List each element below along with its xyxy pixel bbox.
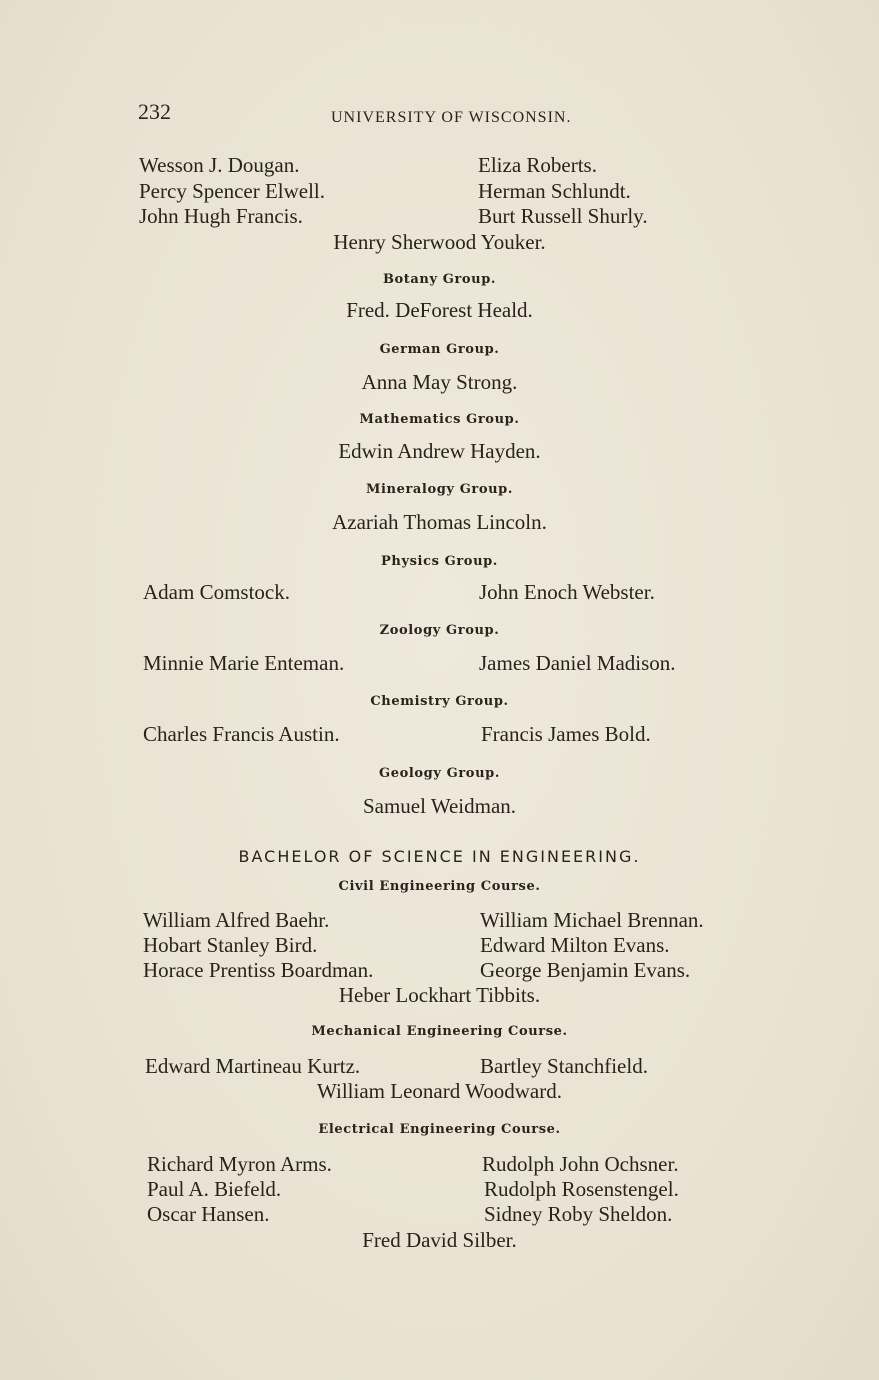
list-item: Herman Schlundt. — [478, 179, 631, 203]
group-heading-zoology: Zoology Group. — [379, 623, 500, 638]
list-item: William Alfred Baehr. — [143, 908, 330, 932]
list-item: Richard Myron Arms. — [147, 1152, 332, 1176]
group-heading-geology: Geology Group. — [379, 766, 500, 781]
section-title-engineering: BACHELOR OF SCIENCE IN ENGINEERING. — [238, 847, 641, 866]
list-item: John Hugh Francis. — [139, 204, 303, 228]
list-item: Wesson J. Dougan. — [139, 153, 300, 177]
list-item-centered: Fred David Silber. — [362, 1228, 517, 1252]
course-heading-electrical: Electrical Engineering Course. — [318, 1122, 561, 1137]
list-item: Percy Spencer Elwell. — [139, 179, 326, 203]
group-heading-mathematics: Mathematics Group. — [359, 412, 520, 427]
course-heading-mechanical: Mechanical Engineering Course. — [311, 1024, 568, 1039]
list-item: Bartley Stanchfield. — [480, 1054, 648, 1078]
list-item: John Enoch Webster. — [479, 580, 655, 604]
list-item: Hobart Stanley Bird. — [143, 933, 318, 957]
group-heading-botany: Botany Group. — [382, 272, 497, 287]
list-item: Charles Francis Austin. — [143, 722, 340, 746]
group-heading-chemistry: Chemistry Group. — [370, 694, 509, 709]
list-item: James Daniel Madison. — [479, 651, 676, 675]
list-item: Edward Martineau Kurtz. — [145, 1054, 361, 1078]
list-item: Minnie Marie Enteman. — [143, 651, 345, 675]
list-item-centered: Heber Lockhart Tibbits. — [338, 983, 541, 1007]
group-heading-german: German Group. — [379, 342, 500, 357]
list-item: Burt Russell Shurly. — [478, 204, 648, 228]
list-item: Edwin Andrew Hayden. — [338, 439, 541, 463]
list-item: Eliza Roberts. — [478, 153, 597, 177]
list-item: Sidney Roby Sheldon. — [484, 1202, 673, 1226]
course-heading-civil: Civil Engineering Course. — [338, 879, 541, 894]
list-item: Edward Milton Evans. — [480, 933, 670, 957]
list-item: Samuel Weidman. — [362, 794, 517, 818]
list-item: Oscar Hansen. — [147, 1202, 270, 1226]
list-item: Azariah Thomas Lincoln. — [332, 510, 547, 534]
list-item-centered: Henry Sherwood Youker. — [333, 230, 546, 254]
list-item: Paul A. Biefeld. — [147, 1177, 282, 1201]
list-item: George Benjamin Evans. — [480, 958, 691, 982]
page-number: 232 — [138, 99, 171, 124]
list-item: William Michael Brennan. — [480, 908, 704, 932]
list-item: Rudolph Rosenstengel. — [484, 1177, 679, 1201]
list-item: Anna May Strong. — [361, 370, 518, 394]
running-title: UNIVERSITY OF WISCONSIN. — [331, 109, 572, 126]
list-item: Rudolph John Ochsner. — [482, 1152, 679, 1176]
list-item-centered: William Leonard Woodward. — [317, 1079, 562, 1103]
list-item: Horace Prentiss Boardman. — [143, 958, 374, 982]
group-heading-physics: Physics Group. — [381, 554, 498, 569]
group-heading-mineralogy: Mineralogy Group. — [366, 482, 513, 497]
list-item: Francis James Bold. — [481, 722, 651, 746]
list-item: Adam Comstock. — [143, 580, 290, 604]
list-item: Fred. DeForest Heald. — [346, 298, 533, 322]
